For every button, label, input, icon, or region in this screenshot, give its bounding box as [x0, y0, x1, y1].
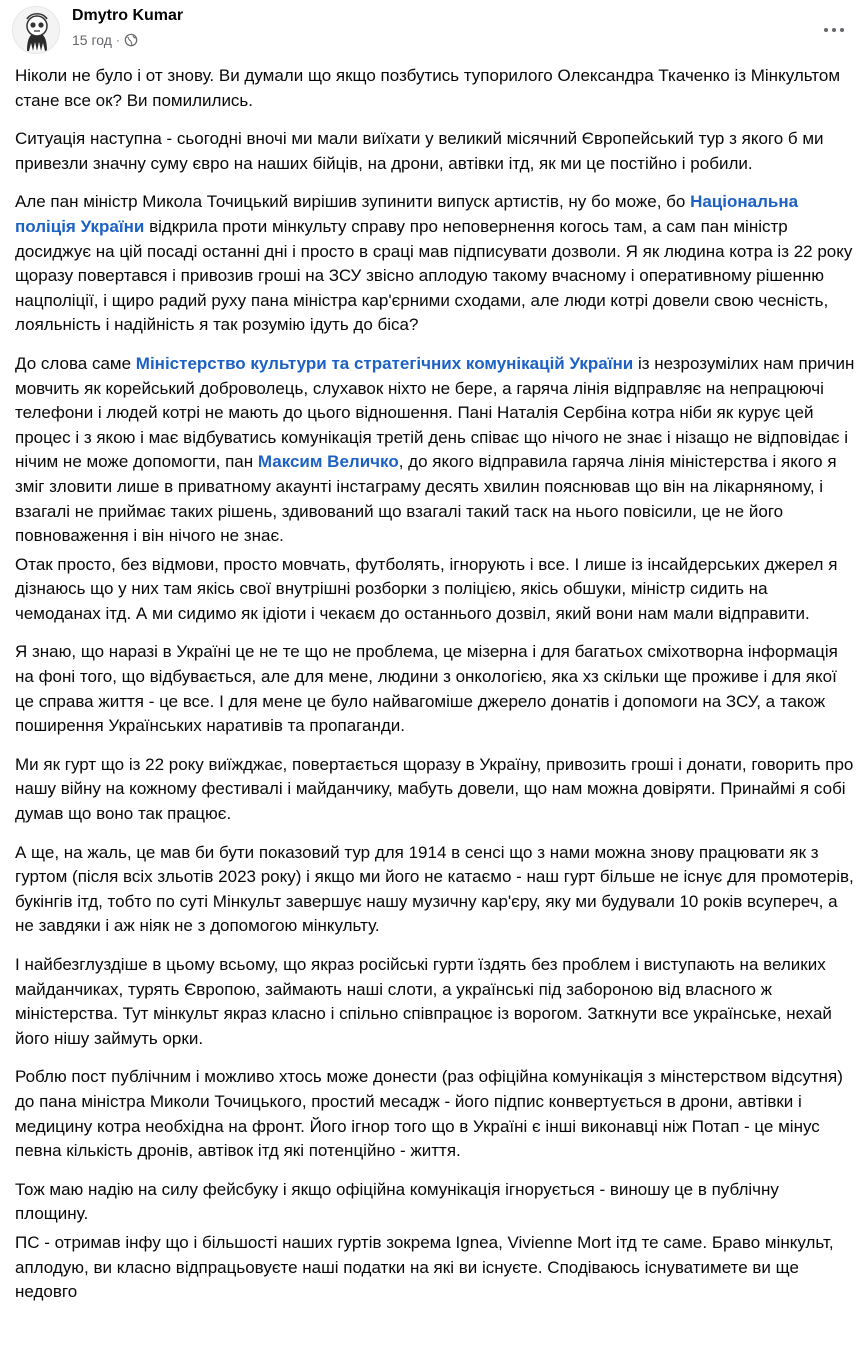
paragraph-text: Але пан міністр Микола Точицький вирішив зупинити випуск артистів, ну бо може, бо	[15, 192, 691, 212]
post-paragraph	[15, 190, 855, 338]
post-timestamp[interactable]: 15 год	[72, 32, 112, 48]
mention-link-national-police[interactable]: Національна поліція України	[15, 192, 799, 236]
paragraph-text: відкрила проти мінкульту справу про неповернення когось там, а сам пан міністр досиджує на цій посаді останні дні і просто в сраці мав підписувати дозволи. Я як людина котра із 22 року щоразу повертався і привозив гроші на ЗСУ звісно аплодую такому вчасному і оперативному рішенню нацполіції, і щиро радий руху пана міністра кар'єрними сходами, але люди котрі довели свою чесність, лояльність і надійність я так розумію ідуть до біса?	[15, 216, 853, 335]
paragraph-text: До слова саме	[15, 353, 136, 373]
more-dot	[840, 28, 844, 32]
post-paragraph: Отак просто, без відмови, просто мовчать, футболять, ігнорують і все. І лише із інсайдерських джерел я дізнаюсь що у них там якісь свої внутрішні розборки з поліцією, якісь обшуки, міністр сидить на чемоданах ітд. А ми сидимо як ідіоти і чекаєм до останнього дозвіл, який вони нам мали відправити.	[15, 554, 838, 623]
meta-separator: ·	[115, 33, 120, 47]
post-meta	[72, 32, 138, 48]
globe-icon[interactable]	[124, 33, 138, 47]
post-paragraph: Ситуація наступна - сьогодні вночі ми мали виїхати у великий місячний Європейський тур з якого б ми привезли значну суму євро на наших бійців, на дрони, автівки ітд, як ми це постійно і робили.	[15, 129, 824, 173]
post-paragraph: І найбезглуздіше в цьому всьому, що якраз російські гурти їздять без проблем і виступають на великих майданчиках, турять Європою, займають наші слоти, а українські під забороною від власного ж міністерства. Тут мінкульт якраз класно і спільно співпрацює із ворогом. Заткнути все українське, нехай його нішу займуть орки.	[15, 955, 832, 1048]
avatar-drawing	[13, 7, 60, 54]
post-paragraph: Ніколи не було і от знову. Ви думали що якщо позбутись тупорилого Олександра Ткаченко із Мінкультом стане все ок? Ви помилились.	[15, 66, 841, 110]
post-paragraph: Роблю пост публічним і можливо хтось може донести (раз офіційна комунікація з мінстерством відсутня) до пана міністра Миколи Точицького, простий месадж - його підпис конвертується в дрони, автівки і медицину котра необхідна на фронт. Його ігнор того що в Україні є інші виконавці ніж Потап - це мінус певна кількість дронів, автівок ітд які потенційно - життя.	[15, 1067, 843, 1161]
post-paragraph: Ми як гурт що із 22 року виїжджає, повертається щоразу в Україну, привозить гроші і донати, говорить про нашу війну на кожному фестивалі і майданчику, мабуть довели, що нам можна довіряти. Принаймі я собі думав що воно так працює.	[15, 754, 854, 824]
mention-link-ministry-of-culture[interactable]: Міністерство культури та стратегічних комунікацій України	[135, 353, 634, 373]
paragraph-text: , до якого відправила гаряча лінія міністерства і якого я зміг зловити лише в приватному акаунті інстаграму десять хвилин пояснював що він на лікарняному, і взагалі не приймає таких рішень, здивований що взагалі такий таск на нього повісили, це не його повноваження і він нічого не знає.	[15, 452, 837, 546]
post-paragraph: А ще, на жаль, це мав би бути показовий тур для 1914 в сенсі що з нами можна знову працювати як з гуртом (після всіх зльотів 2023 року) і якщо ми його не катаємо - наш гурт більше не існує для промотерів, букінгів ітд, тобто по суті Мінкульт завершує нашу музичну кар'єру, яку ми будували 10 років всупереч, а не завдяки і аж ніяк не з допомогою мінкульту.	[15, 842, 854, 936]
post-paragraph: Тож маю надію на силу фейсбуку і якщо офіційна комунікація ігнорується - виношу це в публічну площину.	[15, 1179, 779, 1224]
mention-link-maksym-velychko[interactable]: Максим Величко	[257, 452, 399, 472]
post-header	[0, 0, 866, 64]
post-body	[15, 64, 855, 1319]
post-paragraph: Я знаю, що наразі в Україні це не те що не проблема, це мізерна і для багатьох сміхотворна інформація на фоні того, що відбувається, але для мене, людини з онкологією, яка хз скільки ще проживе і для якої це справа життя - це все. І для мене це було найвагоміше джерело донатів і допомоги на ЗСУ, а також поширення Українських наративів та пропаганди.	[15, 642, 838, 736]
more-options-icon[interactable]	[816, 12, 852, 48]
more-dot	[824, 28, 828, 32]
post-paragraph	[15, 352, 855, 549]
author-name[interactable]: Dmytro Kumar	[72, 7, 184, 24]
profile-avatar-icon[interactable]	[12, 6, 60, 54]
paragraph-text: із незрозумілих нам причин мовчить як корейський доброволець, слухавок ніхто не бере, а гаряча лінія відправляє на непрацюючі телефони і людей котрі не мають до цього відношення. Пані Наталія Сербіна котра ніби як курує цей процес і з якою і має відбуватись комунікація третій день співає що нічого не знає і нізащо не відповідає і нічим не може допомогти, пан	[15, 353, 855, 472]
more-dot	[832, 28, 836, 32]
post-paragraph: ПС - отримав інфу що і більшості наших гуртів зокрема Ignea, Vivienne Mort ітд те саме. Браво мінкульт, аплодую, ви класно відпрацьовуєте наші податки на які ви існуєте. Сподіваюсь існуватимете ви ще недовго	[15, 1232, 834, 1302]
